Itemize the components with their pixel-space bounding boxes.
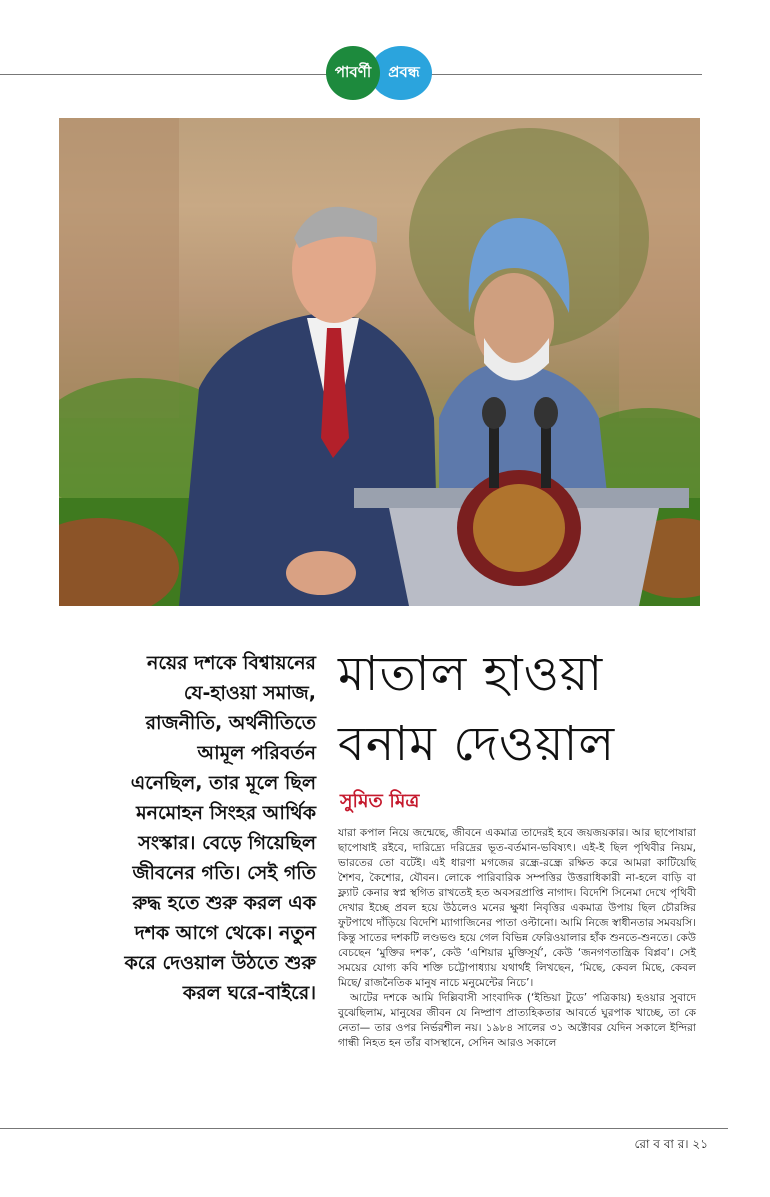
page-folio: রো ব বা র। ২১ xyxy=(634,1137,708,1151)
article-paragraph: আটের দশকে আমি দিল্লিবাসী সাংবাদিক (‘ইন্ডিয়া টুডে’ পত্রিকায়) হওয়ার সুবাদে বুঝেছিলাম, মানুষের জীবন যে নিষ্প্রাণ প্রাত্যহিকতার আবর্তে ঘুরপাক খাচ্ছে, তা কে নেতা— তার ওপর নির্ভরশীল নয়। ১৯৮৪ সালের ৩১ অক্টোবর যেদিন সকালে ইন্দিরা গান্ধী নিহত হন তাঁর বাসস্থানে, সেদিন আরও সকালে xyxy=(338,992,696,1049)
pull-quote-line: করল ঘরে-বাইরে। xyxy=(182,982,316,1004)
section-badge xyxy=(326,46,436,102)
pull-quote-line: নয়ের দশকে বিশ্বায়নের xyxy=(147,652,316,674)
footer-rule xyxy=(0,1128,728,1129)
pull-quote-line: এনেছিল, তার মূলে ছিল xyxy=(130,772,316,794)
article-paragraph: যারা কপাল নিয়ে জন্মেছে, জীবনে একমাত্র তাদেরই হবে জয়জয়কার। আর ছাপোষারা ছাপোষাই রইবে, দারিদ্র্যে দরিদ্রের ভূত-বর্তমান-ভবিষ্যৎ। এই-ই ছিল পৃথিবীর নিয়ম, ভারতের তো বটেই। এই ধারণা মগজের রন্ধ্রে-রন্ধ্রে রক্ষিত করে আমরা কাটিয়েছি শৈশব, কৈশোর, যৌবন। লোকে পারিবারিক সম্পত্তির উত্তরাধিকারী না-হলে বাড়ি বা ফ্ল্যাট কেনার স্বপ্ন স্থগিত রাখতেই হত অবসরপ্রাপ্তি নাগাদ। বিদেশি সিনেমা দেখে পৃথিবী দেখার ইচ্ছে প্রবল হয়ে উঠলেও মনের ক্ষুধা নিবৃত্তির একমাত্র উপায় ছিল চৌরঙ্গির ফুটপাথে দাঁড়িয়ে বিদেশি ম্যাগাজিনের পাতা ওল্টানো। আমি নিজে স্বাধীনতার সমবয়সি। কিন্তু সাতের দশকটি লণ্ডভণ্ড হয়ে গেল বিভিন্ন ফেরিওয়ালার হাঁক শুনতে-শুনতে। কেউ বেচছেন ‘মুক্তির দশক’, কেউ ‘এশিয়ার মুক্তিসূর্য’, কেউ ‘জনগণতান্ত্রিক বিপ্লব’। সেই সময়ের যোগ্য কবি শক্তি চট্টোপাধ্যায় যথার্থই লিখছেন, ‘মিছে, কেবল মিছে, কেবল মিছে/ রাজনৈতিক মানুষ নাচে মনুমেন্টের নিচে’। xyxy=(338,827,696,989)
pull-quote-line: আমূল পরিবর্তন xyxy=(197,742,316,764)
article-title-line1: মাতাল হাওয়া xyxy=(338,646,604,702)
section-badge-left: পাবর্ণী xyxy=(326,46,380,100)
pull-quote-line: করে দেওয়াল উঠতে শুরু xyxy=(124,952,316,974)
pull-quote-line: রুদ্ধ হতে শুরু করল এক xyxy=(132,892,316,914)
section-badge-right: প্রবন্ধ xyxy=(370,46,432,100)
pull-quote-line: মনমোহন সিংহর আর্থিক xyxy=(136,802,316,824)
pull-quote xyxy=(96,648,316,1008)
pull-quote-line: সংস্কার। বেড়ে গিয়েছিল xyxy=(138,832,316,854)
article-body xyxy=(338,826,696,1051)
article-title-line2: বনাম দেওয়াল xyxy=(338,716,616,772)
article-photo xyxy=(59,118,700,606)
pull-quote-line: যে-হাওয়া সমাজ, xyxy=(183,682,316,704)
photo-illustration xyxy=(59,118,700,606)
pull-quote-line: রাজনীতি, অর্থনীতিতে xyxy=(145,712,316,734)
article-author: সুমিত মিত্র xyxy=(340,790,420,812)
pull-quote-line: জীবনের গতি। সেই গতি xyxy=(132,862,316,884)
pull-quote-line: দশক আগে থেকে। নতুন xyxy=(134,922,316,944)
